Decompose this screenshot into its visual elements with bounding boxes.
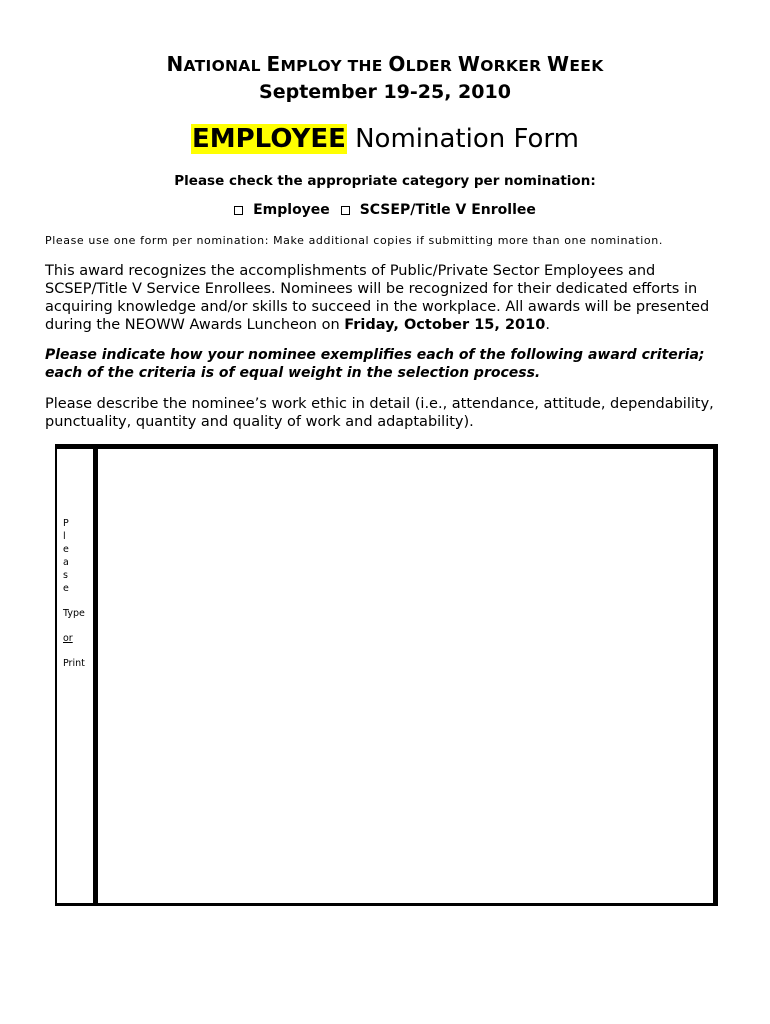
side-word-print: Print [63, 658, 85, 669]
award-end: . [545, 317, 550, 333]
award-description [45, 262, 735, 334]
page-title [0, 52, 770, 76]
criteria-note: Please indicate how your nominee exemplifies each of the following award criteria; each of the criteria is of equal weight in the selection process. [45, 347, 705, 381]
title-word-2: EMPLOY THE [266, 52, 389, 76]
title-word-3: OLDER [388, 52, 458, 76]
one-form-note: Please use one form per nomination: Make additional copies if submitting more than one nomination. [45, 234, 663, 247]
side-label [63, 517, 85, 670]
employee-option-label: Employee [253, 202, 330, 218]
form-title-highlight: EMPLOYEE [191, 124, 346, 154]
work-ethic-prompt: Please describe the nominee’s work ethic in detail (i.e., attendance, attitude, dependability, punctuality, quantity and quality of work and adaptability). [45, 396, 714, 430]
side-label-column [57, 449, 98, 903]
side-letter: e [63, 544, 69, 555]
side-letter: e [63, 583, 69, 594]
work-ethic-textarea[interactable] [98, 449, 713, 903]
side-letter: a [63, 557, 69, 568]
side-word-type: Type [63, 608, 85, 619]
work-ethic-answer-box [55, 444, 718, 906]
side-letter: l [63, 531, 66, 542]
scsep-checkbox[interactable] [341, 206, 350, 215]
award-text: This award recognizes the accomplishments of Public/Private Sector Employees and SCSEP/Title V Service Enrollees. Nominees will be recognized for their dedicated efforts in acquiring knowledge and/or skills to succeed in the workplace. All awards will be presented during the NEOWW Awards Luncheon on [45, 263, 710, 333]
employee-checkbox[interactable] [234, 206, 243, 215]
employee-option[interactable] [234, 202, 330, 218]
form-title-rest: Nomination Form [346, 124, 579, 154]
side-letter: s [63, 570, 68, 581]
title-word-1: NATIONAL [166, 52, 267, 76]
scsep-option-label: SCSEP/Title V Enrollee [359, 202, 536, 218]
category-options [0, 202, 770, 219]
event-dates: September 19-25, 2010 [259, 81, 511, 103]
title-word-5: WEEK [547, 52, 604, 76]
luncheon-date: Friday, October 15, 2010 [344, 317, 546, 333]
form-title [0, 124, 770, 154]
title-word-4: WORKER [457, 52, 548, 76]
side-word-or: or [63, 633, 73, 644]
category-instruction: Please check the appropriate category per nomination: [174, 173, 596, 189]
scsep-option[interactable] [341, 202, 536, 218]
side-letter: P [63, 518, 69, 529]
